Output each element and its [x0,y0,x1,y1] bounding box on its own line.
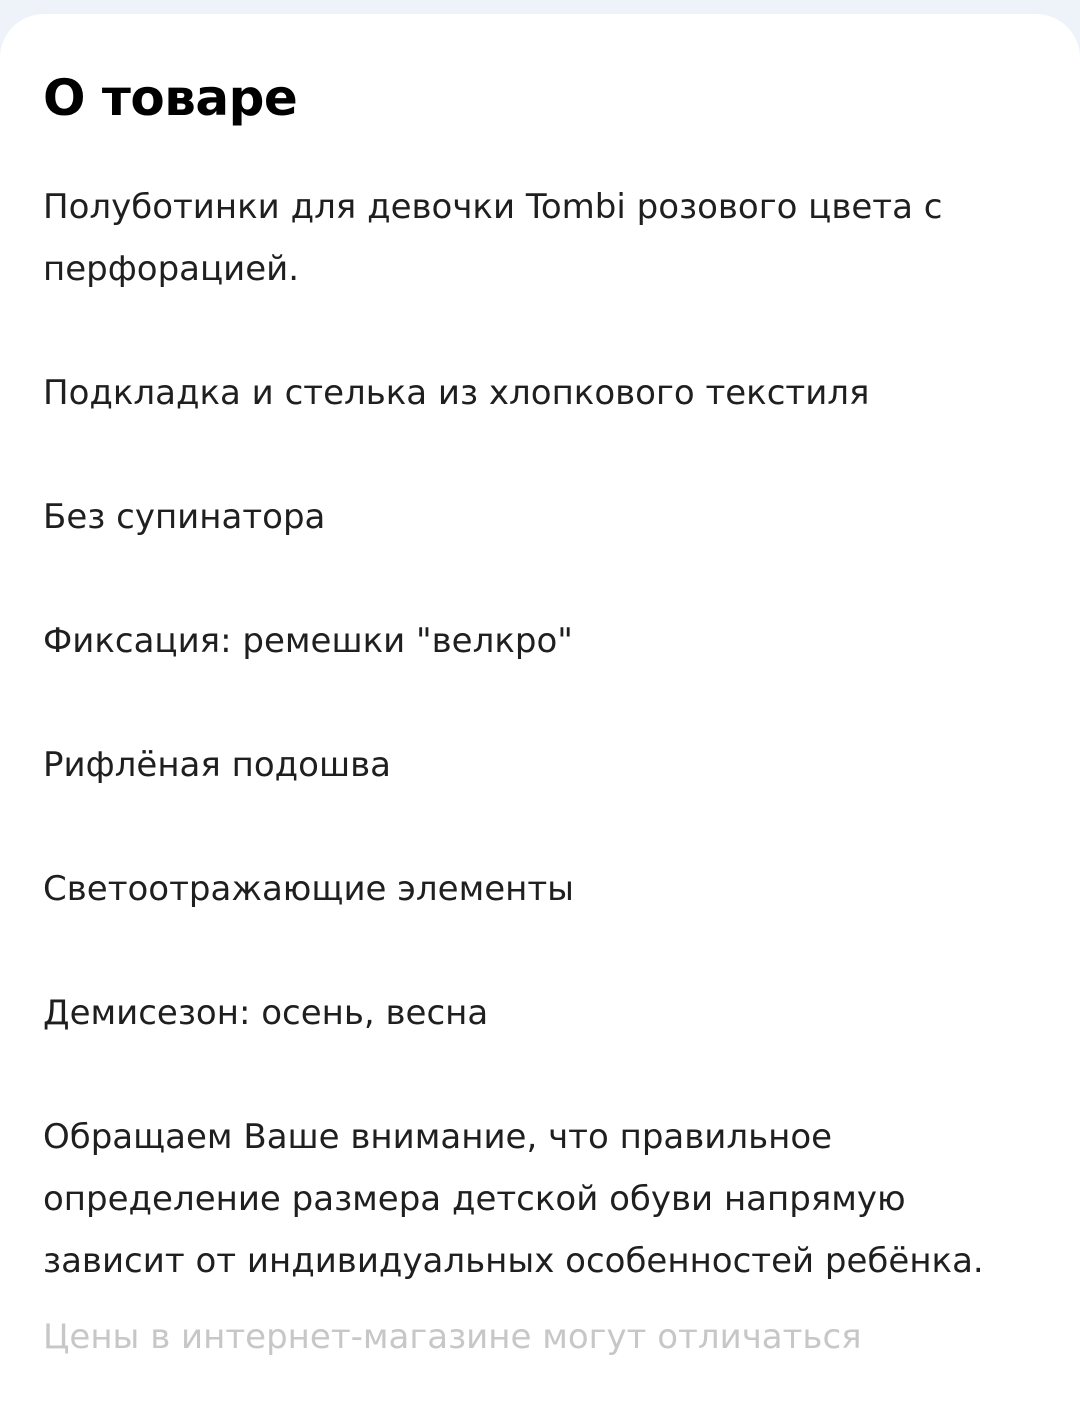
description-line: Полуботинки для девочки Tombi розового цвета с [43,187,943,227]
description-line: перфорацией. [43,249,300,289]
description-line: Цены в интернет-магазине могут отличаться [43,1317,862,1357]
description-paragraph-5 [43,734,1043,796]
description-line: Обращаем Ваше внимание, что правильное [43,1117,833,1157]
description-paragraph-9-faded [43,1306,1043,1368]
description-line: определение размера детской обуви напрямую [43,1179,906,1219]
description-line: Светоотражающие элементы [43,869,575,909]
description-paragraph-7 [43,982,1043,1044]
description-paragraph-3 [43,486,1043,548]
description-paragraph-4 [43,610,1043,672]
description-line: Фиксация: ремешки "велкро" [43,621,573,661]
description-line: зависит от индивидуальных особенностей ребёнка. [43,1241,984,1281]
description-line: Без супинатора [43,497,326,537]
description-paragraph-6 [43,858,1043,920]
description-line: Подкладка и стелька из хлопкового текстиля [43,373,870,413]
description-paragraph-2 [43,362,1043,424]
description-paragraph-1 [43,176,1043,300]
section-title: О товаре [43,69,298,127]
description-line: Демисезон: осень, весна [43,993,489,1033]
description-paragraph-8 [43,1106,1043,1292]
description-line: Рифлёная подошва [43,745,391,785]
